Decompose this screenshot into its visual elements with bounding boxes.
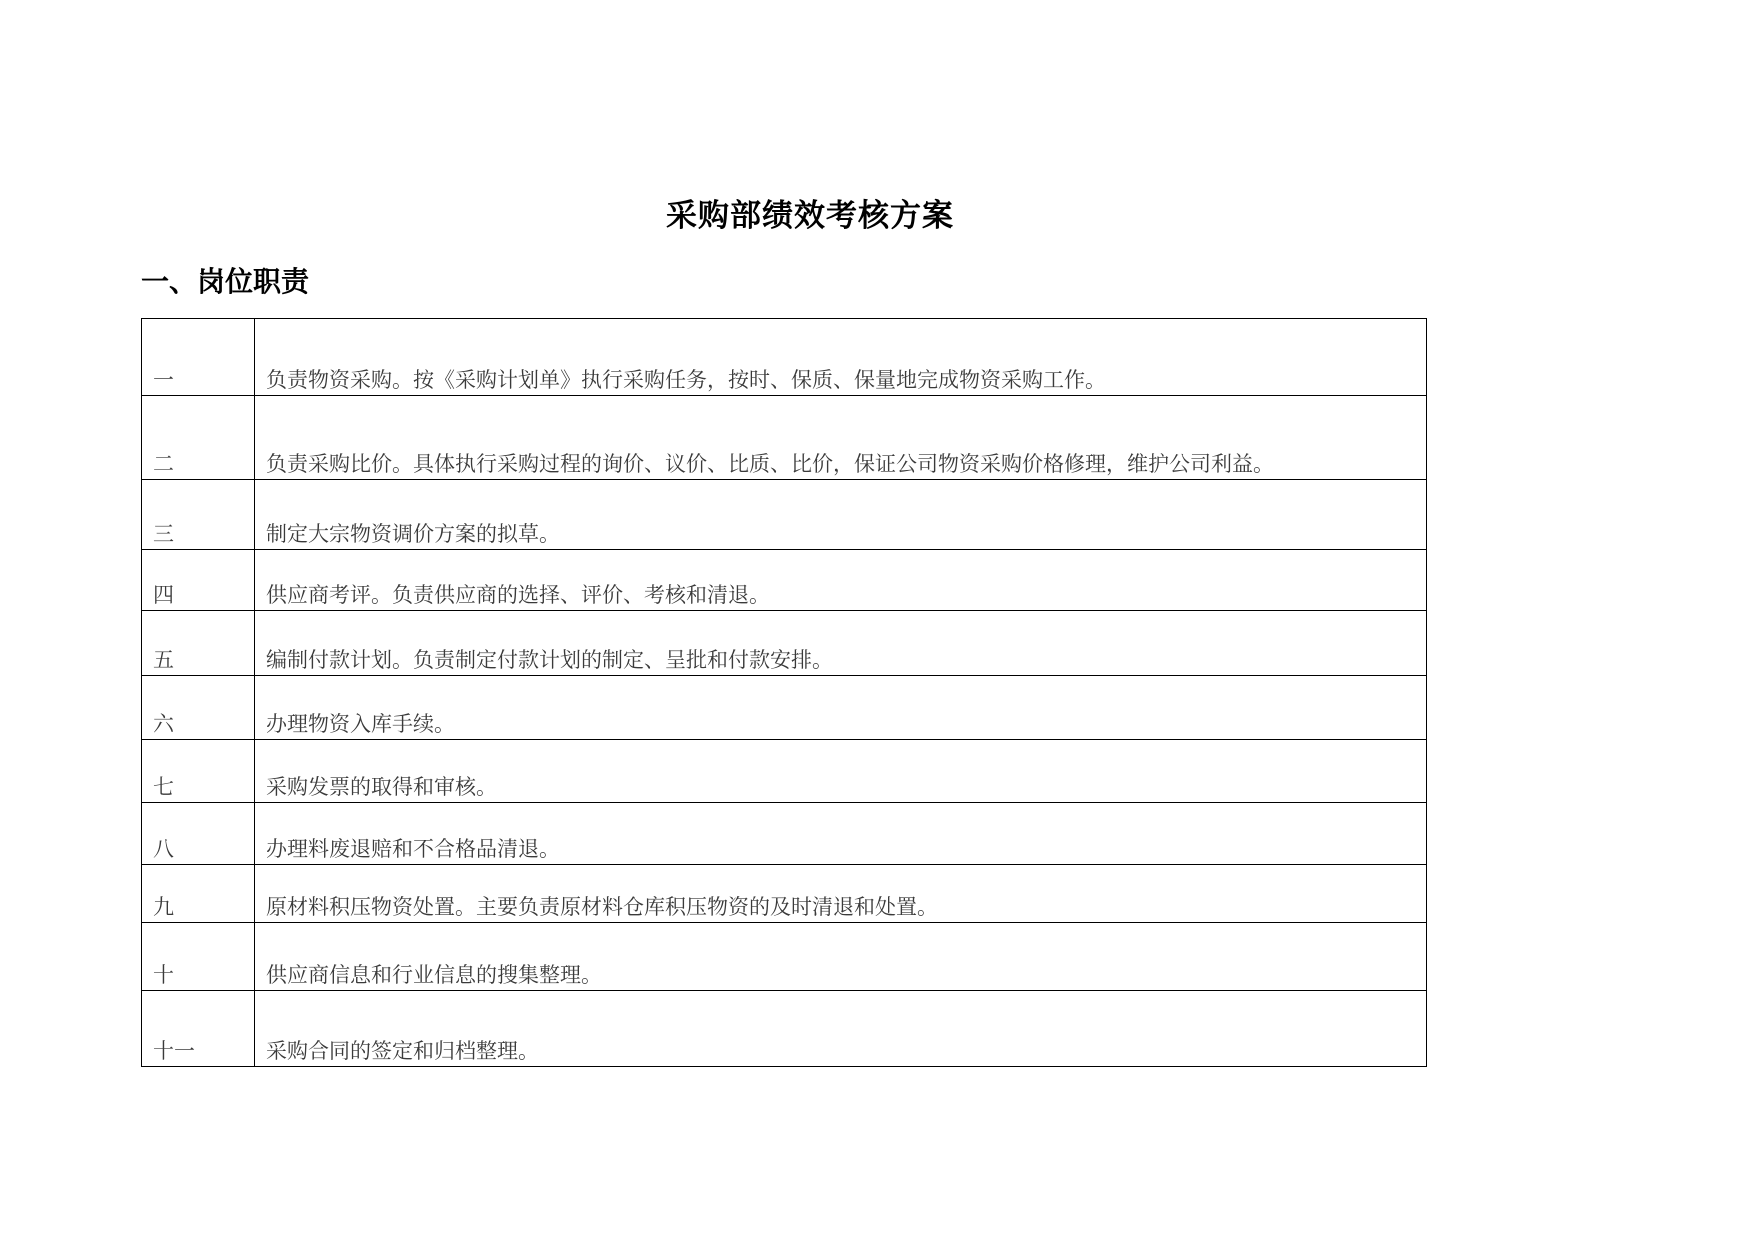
duty-number: 一 [142, 319, 255, 396]
duty-text: 办理物资入库手续。 [255, 676, 1427, 740]
table-row [142, 865, 1427, 923]
document-title: 采购部绩效考核方案 [666, 198, 954, 234]
table-row [142, 550, 1427, 611]
table-row [142, 480, 1427, 550]
table-row [142, 923, 1427, 991]
duties-table [141, 318, 1427, 1067]
duty-text: 负责物资采购。按《采购计划单》执行采购任务，按时、保质、保量地完成物资采购工作。 [255, 319, 1427, 396]
duty-text: 制定大宗物资调价方案的拟草。 [255, 480, 1427, 550]
duty-number: 三 [142, 480, 255, 550]
table-row [142, 396, 1427, 480]
duty-number: 八 [142, 803, 255, 865]
duty-text: 编制付款计划。负责制定付款计划的制定、呈批和付款安排。 [255, 611, 1427, 676]
duty-text: 负责采购比价。具体执行采购过程的询价、议价、比质、比价，保证公司物资采购价格修理，维护公司利益。 [255, 396, 1427, 480]
duty-text: 办理料废退赔和不合格品清退。 [255, 803, 1427, 865]
duty-number: 四 [142, 550, 255, 611]
duty-number: 九 [142, 865, 255, 923]
duty-number: 十一 [142, 991, 255, 1067]
duty-number: 六 [142, 676, 255, 740]
duty-number: 二 [142, 396, 255, 480]
duty-text: 原材料积压物资处置。主要负责原材料仓库积压物资的及时清退和处置。 [255, 865, 1427, 923]
table-row [142, 676, 1427, 740]
table-row [142, 991, 1427, 1067]
duty-number: 十 [142, 923, 255, 991]
duty-number: 七 [142, 740, 255, 803]
table-row [142, 740, 1427, 803]
duty-text: 采购合同的签定和归档整理。 [255, 991, 1427, 1067]
duty-text: 供应商考评。负责供应商的选择、评价、考核和清退。 [255, 550, 1427, 611]
section-heading: 一、岗位职责 [141, 265, 310, 298]
table-row [142, 319, 1427, 396]
duty-number: 五 [142, 611, 255, 676]
table-row [142, 803, 1427, 865]
duty-text: 供应商信息和行业信息的搜集整理。 [255, 923, 1427, 991]
duty-text: 采购发票的取得和审核。 [255, 740, 1427, 803]
table-row [142, 611, 1427, 676]
